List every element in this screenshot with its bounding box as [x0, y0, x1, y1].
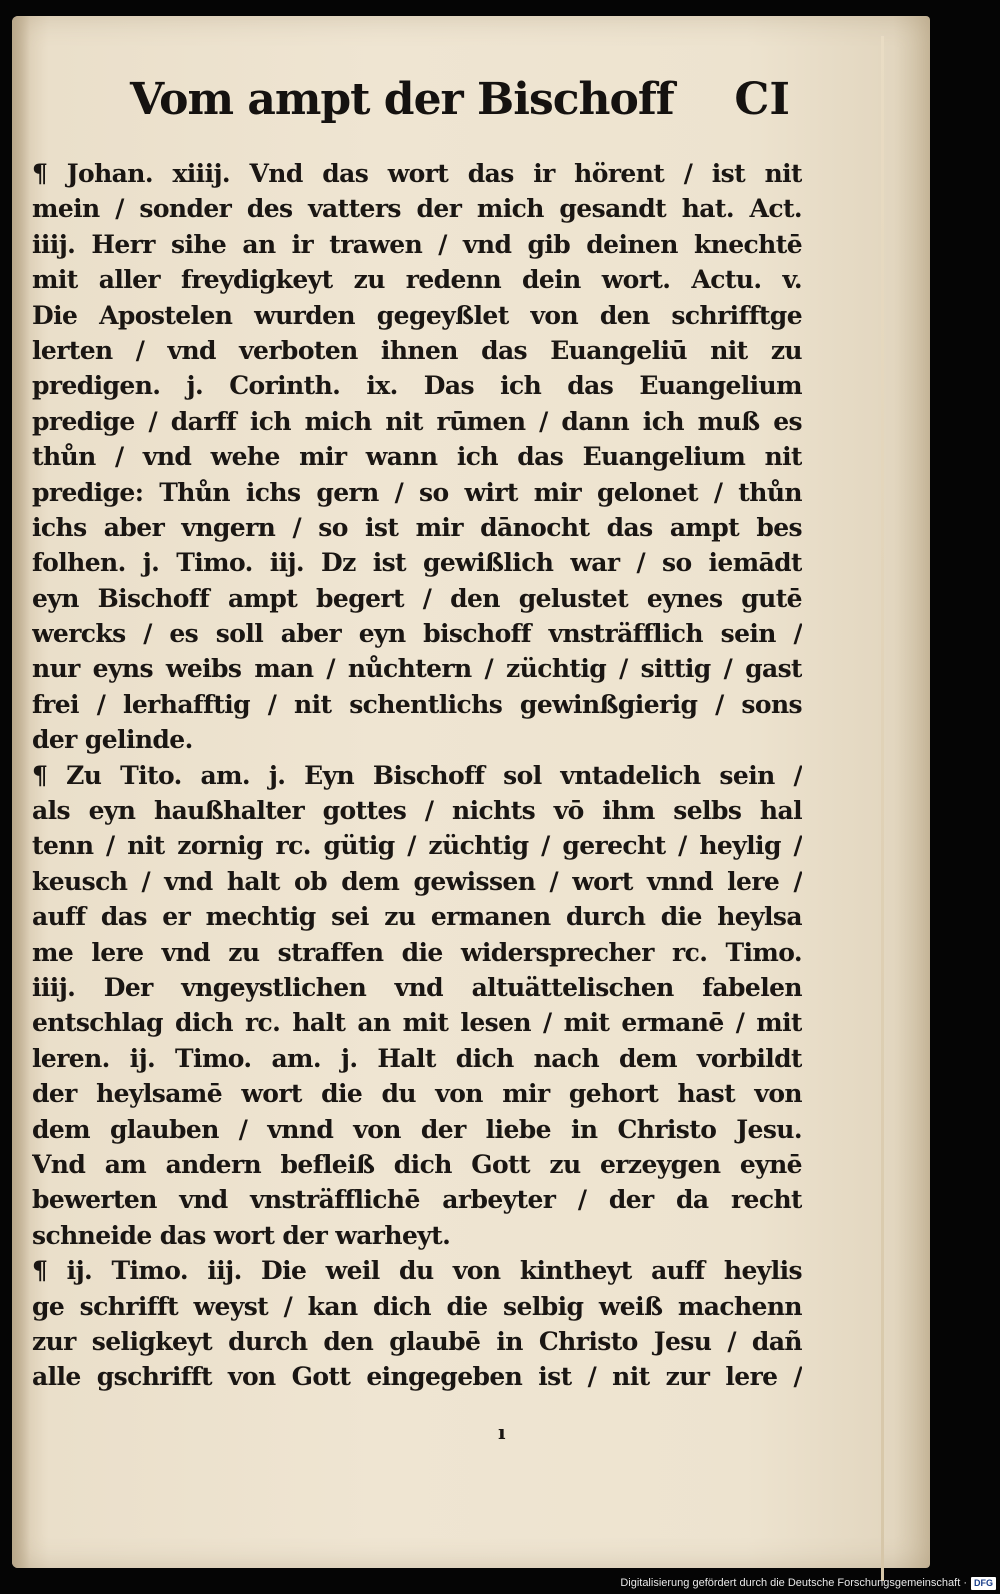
text-line: frei / lerhafftig / nit schentlichs gewinßgierig / sons: [32, 689, 802, 719]
text-line: iiij. Der vngeystlichen vnd altuättelischen fabelen: [32, 972, 802, 1002]
text-line: predige / darff ich mich nit rūmen / dann ich muß es: [32, 406, 802, 436]
text-line: thůn / vnd wehe mir wann ich das Euangelium nit: [32, 442, 802, 472]
text-line: mein / sonder des vatters der mich gesandt hat. Act.: [32, 194, 802, 224]
body-text: [32, 156, 802, 1395]
text-line: ¶ Zu Tito. am. j. Eyn Bischoff sol vntadelich sein /: [32, 760, 802, 790]
folio-number: CI: [734, 74, 790, 125]
book-page: [12, 16, 930, 1568]
text-line: der heylsamē wort die du von mir gehort hast von: [32, 1079, 802, 1109]
text-line: als eyn haußhalter gottes / nichts vō ihm selbs hal: [32, 796, 802, 826]
text-line: wercks / es soll aber eyn bischoff vnsträfflich sein /: [32, 619, 802, 649]
text-line: ¶ Johan. xiiij. Vnd das wort das ir hörent / ist nit: [32, 159, 802, 188]
text-line: zur seligkeyt durch den glaubē in Christo Jesu / dañ: [32, 1326, 802, 1356]
text-line: iiij. Herr sihe an ir trawen / vnd gib deinen knechtē: [32, 229, 802, 259]
text-line: ¶ ij. Timo. iij. Die weil du von kintheyt auff heylis: [32, 1256, 802, 1286]
text-line: eyn Bischoff ampt begert / den gelustet eynes gutē: [32, 583, 802, 613]
text-line: lerten / vnd verboten ihnen das Euangeliū nit zu: [32, 335, 802, 365]
text-line: predigen. j. Corinth. ix. Das ich das Euangelium: [32, 371, 802, 401]
text-line: ichs aber vngern / so ist mir dānocht das ampt bes: [32, 512, 802, 542]
text-line: alle gschrifft von Gott eingegeben ist / nit zur lere /: [32, 1362, 802, 1392]
text-line: Vnd am andern befleiß dich Gott zu erzeygen eynē: [32, 1149, 802, 1179]
text-line: ge schrifft weyst / kan dich die selbig weiß machenn: [32, 1291, 802, 1321]
running-title: Vom ampt der Bischoff: [130, 74, 674, 125]
running-head: [130, 74, 790, 144]
text-line: bewerten vnd vnsträfflichē arbeyter / der da recht: [32, 1185, 802, 1215]
catchword-mark: ı: [498, 1420, 506, 1444]
text-line: me lere vnd zu straffen die widersprecher rc. Timo.: [32, 937, 802, 967]
dfg-logo-icon[interactable]: DFG: [971, 1577, 996, 1590]
text-line: Die Apostelen wurden gegeyßlet von den schrifftge: [32, 300, 802, 330]
text-line: auff das er mechtig sei zu ermanen durch die heylsa: [32, 902, 802, 932]
footer-credit: [620, 1572, 1000, 1594]
text-line: folhen. j. Timo. iij. Dz ist gewißlich war / so iemādt: [32, 548, 802, 578]
text-line: predige: Thůn ichs gern / so wirt mir gelonet / thůn: [32, 477, 802, 507]
text-line: nur eyns weibs man / nůchtern / züchtig / sittig / gast: [32, 654, 802, 684]
page-edge: [881, 36, 884, 1581]
text-line: tenn / nit zornig rc. gütig / züchtig / gerecht / heylig /: [32, 831, 802, 861]
footer-text: Digitalisierung gefördert durch die Deutsche Forschungsgemeinschaft ·: [620, 1577, 967, 1589]
text-line: leren. ij. Timo. am. j. Halt dich nach dem vorbildt: [32, 1043, 802, 1073]
text-line: schneide das wort der warheyt.: [32, 1220, 451, 1250]
text-line: entschlag dich rc. halt an mit lesen / mit ermanē / mit: [32, 1008, 802, 1038]
text-line: keusch / vnd halt ob dem gewissen / wort vnnd lere /: [32, 866, 802, 896]
text-line: dem glauben / vnnd von der liebe in Christo Jesu.: [32, 1114, 802, 1144]
text-line: mit aller freydigkeyt zu redenn dein wort. Actu. v.: [32, 265, 802, 295]
text-line: der gelinde.: [32, 725, 193, 755]
